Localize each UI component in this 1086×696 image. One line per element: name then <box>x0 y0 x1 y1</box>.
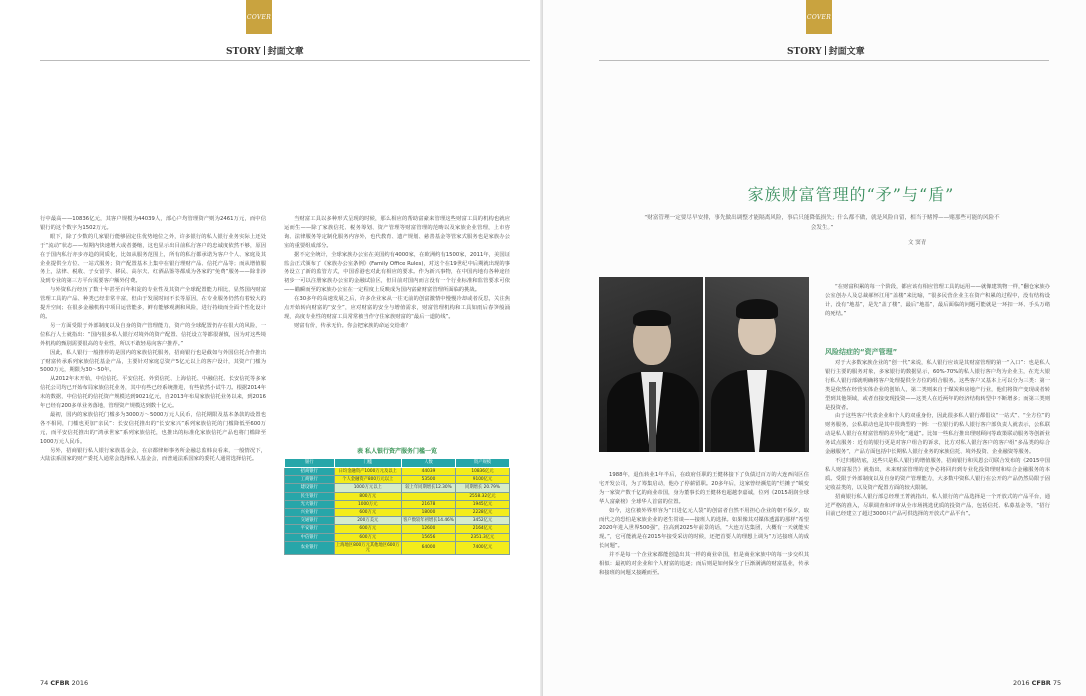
count-cell: 64000 <box>402 541 456 554</box>
header-assets: 资产规模 <box>456 459 510 468</box>
portrait-photo-younger-man <box>705 277 809 452</box>
paragraph: 与外资私行经历了数十年甚至百年积淀的专业性及其资产全球配置能力相比，显然国内财富管理工具的产品、种类已经非常丰富，但由于发展时间不长等原因，在专业服务仍然有着较大的提升空间；在很多金融机构中项目运营能多，鲜有能够观测和风险，进行持续而全面个性化设计的。 <box>40 287 266 320</box>
paragraph: 行中最高——10836亿元，其客户规模为44039人，部心户均管理资产则为2461万元，而中信银行的这个数字为1502万元。 <box>40 216 266 231</box>
paragraph: 从2012年末开始，中信信托、平安信托、外贸信托、上海信托、中融信托、长安信托等多家信托公司均已开始布局家族信托业务，其中有些已经系统推进，有些依然小试牛刀。根据2014年末的数据，中信信托的信托资产规模达到9021亿元，自2013年布局家族信托业务以来，到2016年已经有200多单业务落地，管理资产规模达到数十亿元。 <box>40 376 266 410</box>
header-rule <box>40 60 530 61</box>
assets-cell: 同期增长 20.79% <box>456 484 510 492</box>
page-footer-right <box>1013 679 1061 687</box>
magazine-name: CFBR <box>50 679 70 687</box>
bank-cell: 工商银行 <box>285 476 335 484</box>
threshold-cell: 个人金融资产800万元以上 <box>334 476 402 484</box>
header-divider <box>825 46 826 55</box>
bank-cell: 建设银行 <box>285 484 335 492</box>
bank-cell: 光大银行 <box>285 500 335 508</box>
cover-tab: COVER <box>246 0 272 34</box>
paragraph: 因此，私人银行一般推荐的是国内的家族信托服务，招商银行也是截如与外国信托合作推出了财富传承系列家族信托基金产品，主要针对家庭总资产5亿元以上的客户设计，其资产门槛为5000万元，期限为30～50年。 <box>40 349 266 374</box>
issue-year: 2016 <box>1013 679 1030 687</box>
paragraph: 并不是每一个企业家都能创造出其一样的商业帝国，但是商业家族中的每一步交织其相似：最初的对企业和个人财富的追逐；而后则是如何保全了巨渐满满的财富基业，传承和接班的问题又接踵而至。 <box>599 552 809 576</box>
threshold-cell: 600万元 <box>334 525 402 533</box>
table-row <box>285 468 510 476</box>
count-cell: 较上年同期增长12.30% <box>402 484 456 492</box>
right-column-2-top <box>825 283 1050 319</box>
threshold-cell: 1000万元以上 <box>334 484 402 492</box>
paragraph: 对于大多数家族企业的“创一代”来说，私人银行应该是其财富管理的第一“入口”：也是私人银行主要的服务对象，多家银行的数据显示，60%-70%的私人银行客户均为企业主，在光大银行私人银行部就明确将客户处理提供全方位的组合服务。这些客户又基本上可以分为三类：第一类是依然在经营实体企业的创始人，第二类则来自于煤炭和房地产行业，他们将资产变现或者转型到其他领域，或者直接变现投资——这类人在近两年的经济结构转型中不断增多；而第三类则是投资者。 <box>825 360 1050 411</box>
right-column-1 <box>599 471 809 578</box>
count-cell: 21678 <box>402 500 456 508</box>
private-bank-threshold-table <box>284 458 510 555</box>
right-column-2 <box>825 359 1050 519</box>
page-number: 74 <box>40 679 49 687</box>
table-row <box>285 484 510 492</box>
bank-cell: 农业银行 <box>285 541 335 554</box>
bank-cell: 民生银行 <box>285 492 335 500</box>
story-label: STORY <box>787 47 822 57</box>
paragraph: 眼下，除了少数的几家银行能够固定住优势地位之外，许多银行的私人银行业务实际上还处于“流动”状态——短期内快速增大或者萎缩，这也显示出目前私行客户的忠诚度依然不够，原因在于国内私行亦步亦趋的同质化，比如从服务范围上，所有的私行都承诺为客户个人、家庭及其企业提供全方位、一站式服务；资产配置基本上集中在银行理财产品、信托产品等；而从增值服务上，法律、税收、子女留学、移民、高尔夫、红酒品鉴等都成为各家的“免费”服务——除非涉及到专业的第三方平台需要客户额外付费。 <box>40 233 266 285</box>
paragraph: 另外，招商银行私人银行家族基金会，在京都律师事务所金融总监韩良看来，一般情况下，大陆法系国家的财产委托人通常会选择私人基金会，而普通法系国家的委托人通常选择信托。 <box>40 447 266 463</box>
paragraph: 在30多年的高速发展之后，许多企业家从一往无前的创富激情中慢慢冷却或者反思，关注焦点开始转向财富的“安全”，应对财富的安全与增值需求，财富管理机构和工具如雨后春笋般涌现，高度专业性的财富工具常常被当作守住家族财富的“最后一道防线”。 <box>284 296 510 320</box>
section-heading: 风险结症的“资产管理” <box>825 348 898 356</box>
paragraph: 当财富工具以多种形式呈现的时候，那么相应的帮助富豪来管理这些财富工具的机构也就应运而生——除了家族信托、税务筹划、资产管理等财富管理的范畴以及家族企业管理，上市咨询、法律服务等定制化服务内容外，也代教育、遗产规划、慈善基金等管家式服务也是家族办公室的重要组成部分。 <box>284 216 510 249</box>
paragraph: 不过归根结底，这些只是私人银行的增值服务，招商银行和贝恩公司联合发布的《2015中国私人财富报告》就指出，未来财富管理的竞争必将回归到专业化投资理财和综合金融服务的本质。受限于外部制度以及自身的资产管理能力，大多数中资私人银行在公开的产品仍然局限于固定收益类的，以及资产配置方面的较大限制。 <box>825 457 1050 491</box>
count-cell <box>402 492 456 500</box>
paragraph: 如今，这位被外界形容为“日进亿元人袋”的创富者自然不用担心企业的朝不保夕，取而代之的恐怕是家族企业的老生常谈——接班人的选择。如果像其对媒体透露的那样“希望2020年进入世界500强”，拉高到2025年前景的话，“大连万达集团，大概有一天就能实现。”，它可能就是在2015年接受采访的时候，还把首要人的理想上调为“万达接班人的成长问题”。 <box>599 507 809 550</box>
header-rule <box>599 60 1049 61</box>
paragraph: 财富有价，传承无价。你会把家族的命运交给谁？ <box>294 322 411 329</box>
assets-cell: 2351.3亿元 <box>456 533 510 541</box>
right-page <box>543 0 1086 696</box>
count-cell: 44039 <box>402 468 456 476</box>
threshold-cell: 600万元 <box>334 509 402 517</box>
header-count: 人数 <box>402 459 456 468</box>
story-title: 封面文章 <box>267 47 304 57</box>
paragraph: 1988年，退伍转业1年半后，在政府任职的王健林接下了负债过百万的大连西岗区住宅开发公司，为了筹集启动，他办了停薪留职。20多年后，这家曾经濒危的“烂摊子”蜕变为一家资产数千亿的商业帝国，身为董事长的王健林也超越李嘉诚，位列《2015胡润全球华人富豪榜》全球华人首富的位置。 <box>599 472 809 505</box>
bank-cell: 中信银行 <box>285 533 335 541</box>
assets-cell: 2164亿元 <box>456 525 510 533</box>
assets-cell: 9100亿元 <box>456 476 510 484</box>
section-header <box>226 44 304 58</box>
bank-cell: 招商银行 <box>285 468 335 476</box>
table-row <box>285 525 510 533</box>
page-number: 75 <box>1052 679 1062 687</box>
assets-cell: 7400亿元 <box>456 541 510 554</box>
section-header <box>787 44 865 58</box>
header-divider <box>264 46 265 55</box>
table-row <box>285 500 510 508</box>
paragraph: “在财富积累的每一个阶段，都应该有相应管理工具的运用——就像建筑物一样，”翻仓家族办公室创办人及总裁郝怀江用“盖楼”来比喻，“很多民营企业主在资产积累的过程中，没有结构设计，没有“地基”，是先“盖了楼”，最后“地基”，最后面临的问题可能就是一环扣一环、手头万绪的死结。” <box>825 284 1050 317</box>
story-label: STORY <box>226 47 261 57</box>
assets-cell: 1945亿元 <box>456 500 510 508</box>
article-author: 文 窦青 <box>908 240 927 246</box>
count-cell: 18000 <box>402 509 456 517</box>
count-cell: 53500 <box>402 476 456 484</box>
header-threshold: 门槛 <box>334 459 402 468</box>
table-row <box>285 533 510 541</box>
article-intro: “财富管理一定要尽早安排，事先做出调整才能隔离风险，事后只能降低损失；什么都不做，就是风险自留，相当于赌博——赌那些可能的风险不会发生。” <box>644 215 1000 231</box>
left-column-1 <box>40 215 266 464</box>
header-bank: 银行 <box>285 459 335 468</box>
table-header-row <box>285 459 510 468</box>
assets-cell: 10836亿元 <box>456 468 510 476</box>
table-row <box>285 476 510 484</box>
count-cell: 15656 <box>402 533 456 541</box>
assets-cell: 2558.32亿元 <box>456 492 510 500</box>
count-cell: 12600 <box>402 525 456 533</box>
article-title: 家族财富管理的“矛”与“盾” <box>747 185 955 204</box>
bank-cell: 交通银行 <box>285 517 335 525</box>
threshold-cell: 600万元 <box>334 533 402 541</box>
count-cell: 客户数较年初增长14.46% <box>403 518 454 524</box>
table-title: 表 私人银行资产服务门槛一览 <box>356 448 438 455</box>
paragraph: 由于这些客户代表企业和个人的双重身份，因此很多私人银行都倡议“一站式”、“全方位”的财务服务，公私联动也是其中很典型的一例：一位银行的私人银行客户部负责人就表示，公私联动是私人银行在财富管理的差异化“通道”。比如一些私行推出理财顾问等政策联动服务等创新业务试点服务：近有的银行更是对客户组合的诉求，比方对私人银行客户的客户组“多品类的综合金融服务”，产品方面包括中长期私人银行业务的家族信托、境外投资、企业融资等服务。 <box>825 413 1050 456</box>
paragraph: 最初，国内的家族信托门槛多为3000万～5000万元人民币，信托期限及基本条款的设置也各不相同，门槛也更加“亲民”：长安信托推出的“长安家兴”系列家族信托的门槛降低至600万元，而平安信托推出的“鸿承世家”系列家族信托，也推出的标准化家族信托产品也将门槛降至1000万元人民币。 <box>40 411 266 445</box>
table-row <box>285 509 510 517</box>
portrait-photo-older-man <box>599 277 703 452</box>
issue-year: 2016 <box>71 679 89 687</box>
assets-cell: 3452亿元 <box>456 517 510 525</box>
paragraph: 另一方面受限于外部制度以及自身的资产管理能力，资产的全球配置仍存在很大的风险，一位私行人士就指出：“国内很多私人银行对境外的资产配置、信托设立等都很谨慎，因为对这些境外机构的甄别需要很高的专业性，所以不敢轻易向客户推荐。” <box>40 322 266 347</box>
threshold-cell: 日均金融资产1000万元及以上 <box>334 468 402 476</box>
story-title: 封面文章 <box>828 47 865 57</box>
threshold-cell: 800万元 <box>334 492 402 500</box>
page-footer-left <box>40 679 88 687</box>
bank-cell: 兴业银行 <box>285 509 335 517</box>
left-column-2 <box>284 215 510 331</box>
assets-cell: 2228亿元 <box>456 509 510 517</box>
cover-tab: COVER <box>806 0 832 34</box>
threshold-cell: 上海地区800万元其他地区600万元 <box>335 542 400 554</box>
paragraph: 招商银行私人银行部总经理王菁就指出，私人银行的产品选择是一个开放式的产品平台，通过严格的准入，尽职调查和评审从全市场挑选优质的投资产品，包括信托、私募基金等，“招行目前已经建立了超过3000只产品可供选择的开放式产品平台”。 <box>825 493 1050 518</box>
table-row <box>285 517 510 525</box>
paragraph: 据不完全统计，全球家族办公室在美国约有4000家，在欧洲约有1500家，2011年，美国证监会正式颁布了《家族办公室条例》(Family Office Rules)，对这个在19世纪中后期就出现的事务设立了新的监管方式，中国香港也对此有相应的要求。作为新兴事物，在中国内地有各种途径初步一可以注册家族办公室的金融试验区，但目前对国内而言没有一个行业标准和监管要求可依——瞄瞬而至的家族办公室在一定程度上反映成为国内富豪财富管理所面临的挑战。 <box>284 251 510 294</box>
threshold-cell: 1000万元 <box>334 500 402 508</box>
threshold-cell: 200万美元 <box>334 517 402 525</box>
magazine-name: CFBR <box>1031 679 1051 687</box>
table-row <box>285 541 510 554</box>
bank-cell: 平安银行 <box>285 525 335 533</box>
table-row <box>285 492 510 500</box>
